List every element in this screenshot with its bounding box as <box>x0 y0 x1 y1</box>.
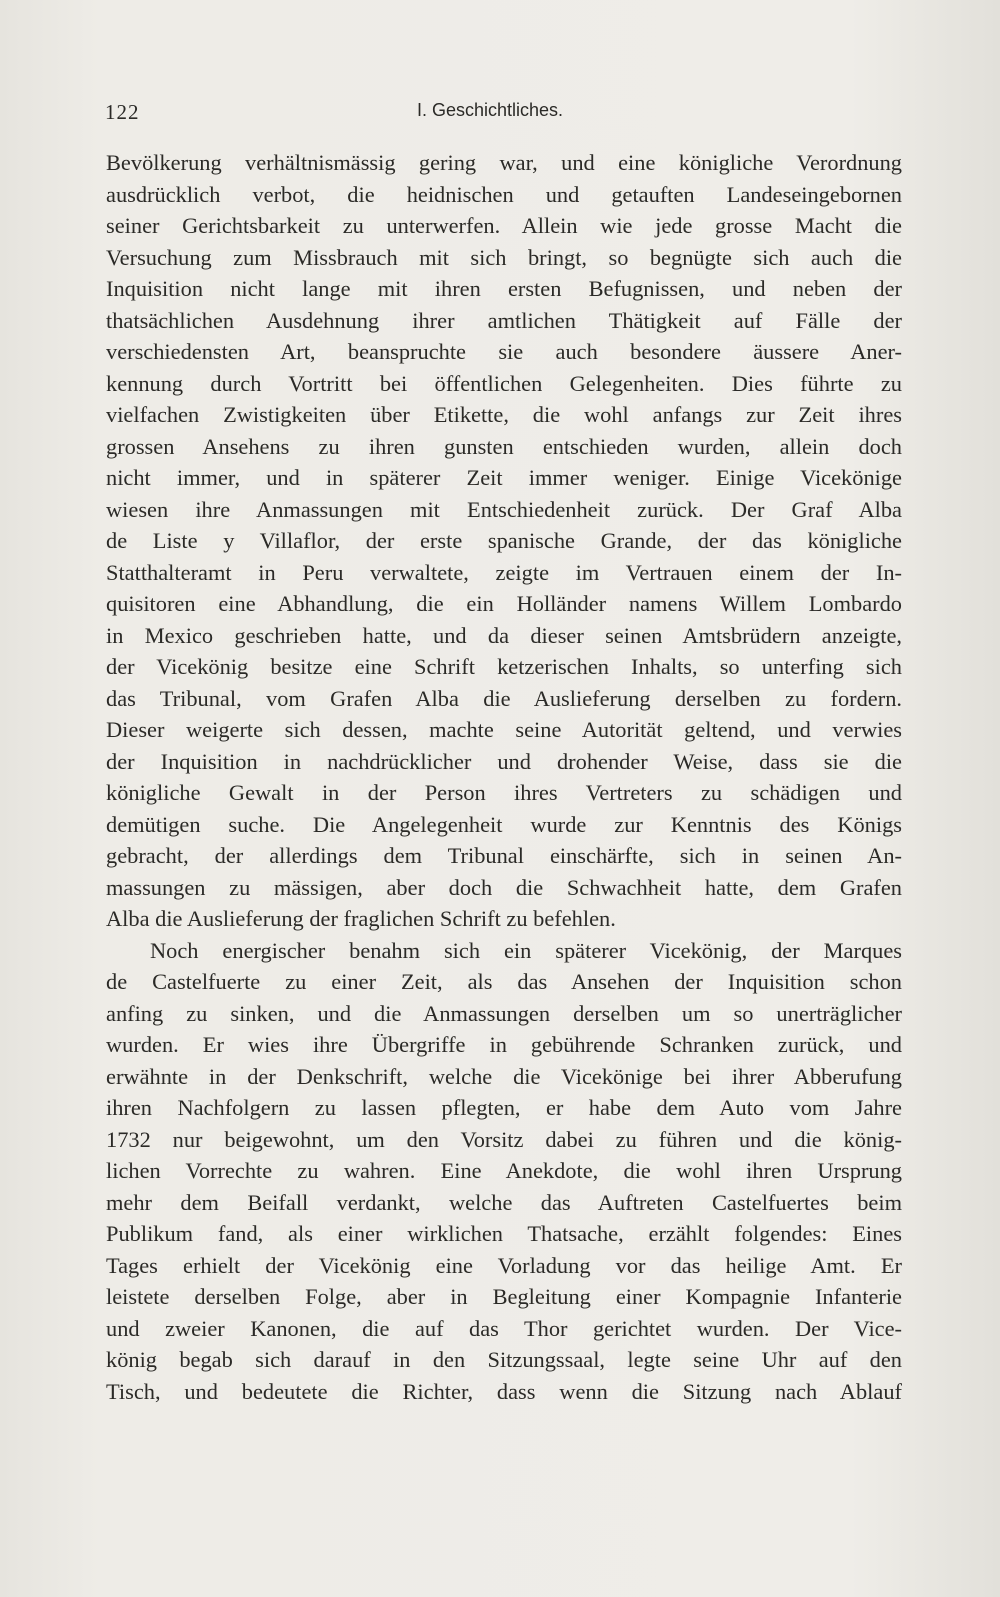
text-line: Alba die Auslieferung der fraglichen Schrift zu befehlen. <box>106 906 616 931</box>
body-text <box>106 147 902 1407</box>
text-line: demütigen suche. Die Angelegenheit wurde zur Kenntnis des Königs <box>106 811 902 837</box>
text-line: kennung durch Vortritt bei öffentlichen Gelegenheiten. Dies führte zu <box>106 370 902 396</box>
text-line: und zweier Kanonen, die auf das Thor gerichtet wurden. Der Vice- <box>106 1315 902 1341</box>
page-number: 122 <box>105 100 140 124</box>
text-line: Dieser weigerte sich dessen, machte seine Autorität geltend, und verwies <box>106 717 902 742</box>
text-line: Inquisition nicht lange mit ihren ersten Befugnissen, und neben der <box>106 276 902 301</box>
text-line: thatsächlichen Ausdehnung ihrer amtlichen Thätigkeit auf Fälle der <box>106 307 902 333</box>
text-line: das Tribunal, vom Grafen Alba die Auslieferung derselben zu fordern. <box>106 685 902 711</box>
text-line: verschiedensten Art, beanspruchte sie auch besondere äussere Aner- <box>106 339 902 364</box>
text-line: Noch energischer benahm sich ein späterer Vicekönig, der Marques <box>150 937 902 963</box>
running-head: I. Geschichtliches. <box>417 100 564 120</box>
text-line: mehr dem Beifall verdankt, welche das Auftreten Castelfuertes beim <box>106 1189 902 1215</box>
text-line: wurden. Er wies ihre Übergriffe in gebührende Schranken zurück, und <box>106 1032 902 1057</box>
text-line: Bevölkerung verhältnismässig gering war, und eine königliche Verordnung <box>106 150 902 175</box>
text-line: de Castelfuerte zu einer Zeit, als das Ansehen der Inquisition schon <box>106 969 902 994</box>
paragraph-1 <box>106 147 902 935</box>
text-line: königliche Gewalt in der Person ihres Vertreters zu schädigen und <box>106 780 902 805</box>
text-line: der Inquisition in nachdrücklicher und drohender Weise, dass sie die <box>106 748 902 774</box>
text-line: gebracht, der allerdings dem Tribunal einschärfte, sich in seinen An- <box>106 843 902 868</box>
text-line: massungen zu mässigen, aber doch die Schwachheit hatte, dem Grafen <box>106 874 902 900</box>
text-line: könig begab sich darauf in den Sitzungssaal, legte seine Uhr auf den <box>106 1347 902 1372</box>
text-line: ausdrücklich verbot, die heidnischen und getauften Landeseingebornen <box>106 181 902 207</box>
text-line: grossen Ansehens zu ihren gunsten entschieden wurden, allein doch <box>106 433 902 459</box>
text-line: Tisch, und bedeutete die Richter, dass wenn die Sitzung nach Ablauf <box>106 1378 902 1404</box>
text-line: wiesen ihre Anmassungen mit Entschiedenheit zurück. Der Graf Alba <box>106 496 902 522</box>
text-line: seiner Gerichtsbarkeit zu unterwerfen. Allein wie jede grosse Macht die <box>106 213 902 238</box>
text-line: vielfachen Zwistigkeiten über Etikette, die wohl anfangs zur Zeit ihres <box>106 402 902 427</box>
text-line: de Liste y Villaflor, der erste spanische Grande, der das königliche <box>106 528 902 553</box>
text-line: erwähnte in der Denkschrift, welche die Vicekönige bei ihrer Abberufung <box>106 1063 902 1089</box>
page-header <box>105 100 900 130</box>
text-line: der Vicekönig besitze eine Schrift ketzerischen Inhalts, so unterfing sich <box>106 654 902 679</box>
text-line: nicht immer, und in späterer Zeit immer weniger. Einige Vicekönige <box>106 465 902 490</box>
text-line: Versuchung zum Missbrauch mit sich bringt, so begnügte sich auch die <box>106 244 902 270</box>
paragraph-2 <box>106 935 902 1408</box>
text-line: lichen Vorrechte zu wahren. Eine Anekdote, die wohl ihren Ursprung <box>106 1158 902 1183</box>
text-line: ihren Nachfolgern zu lassen pflegten, er habe dem Auto vom Jahre <box>106 1095 902 1120</box>
text-line: 1732 nur beigewohnt, um den Vorsitz dabei zu führen und die könig- <box>106 1126 902 1152</box>
text-line: Statthalteramt in Peru verwaltete, zeigte im Vertrauen einem der In- <box>106 559 902 585</box>
text-line: in Mexico geschrieben hatte, und da dieser seinen Amtsbrüdern anzeigte, <box>106 622 902 648</box>
text-line: Publikum fand, als einer wirklichen Thatsache, erzählt folgendes: Eines <box>106 1221 902 1246</box>
text-line: leistete derselben Folge, aber in Begleitung einer Kompagnie Infanterie <box>106 1284 902 1309</box>
text-line: anfing zu sinken, und die Anmassungen derselben um so unerträglicher <box>106 1000 902 1026</box>
text-line: Tages erhielt der Vicekönig eine Vorladung vor das heilige Amt. Er <box>106 1252 902 1278</box>
text-line: quisitoren eine Abhandlung, die ein Holländer namens Willem Lombardo <box>106 591 902 616</box>
